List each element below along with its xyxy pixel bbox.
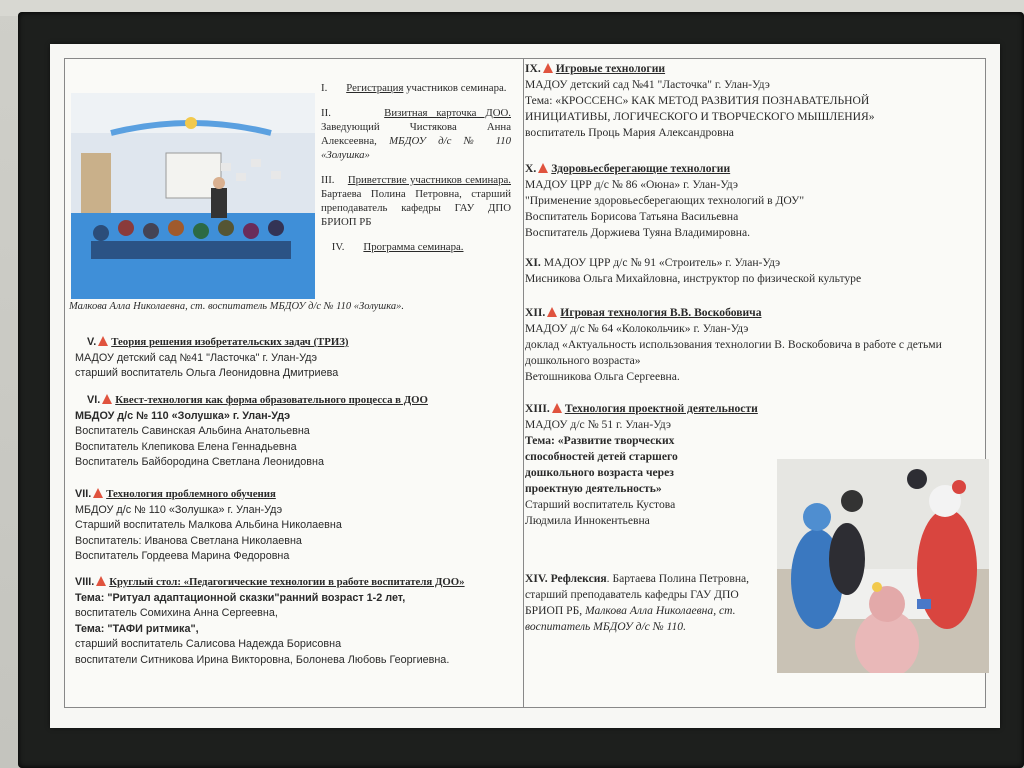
section-xiii: XIII. Технология проектной деятельности МАДОУ д/с № 51 г. Улан-Удэ Тема: «Развитие творческих способностей детей старшего дошкольного возраста через проектную деятельность» Старший воспитатель Кустова Людмила Иннокентьевна — [525, 402, 758, 527]
warning-triangle-icon — [93, 488, 103, 498]
section-viii: VIII. Круглый стол: «Педагогические технологии в работе воспитателя ДОО» Тема: "Ритуал адаптационной сказки"ранний возраст 1-2 лет, воспитатель Сомихина Анна Сергеевна, Тема: "ТАФИ ритмика", старший воспитатель Салисова Надежда Борисовна воспитатели Ситникова Ирина Викторовна, Болонева Любовь Георгиевна. — [75, 576, 465, 666]
item-3: III. Приветствие участников семинара. Бартаева Полина Петровна, старший преподаватель кафедры ГАУ ДПО БРИОП РБ — [321, 174, 511, 228]
section-xii: XII. Игровая технология В.В. Воскобовича МАДОУ д/с № 64 «Колокольчик» г. Улан-Удэ доклад «Актуальность использования технологии В. Воскобовича в работе с детьми дошкольного возраста» Ветошникова Ольга Сергеевна. — [525, 306, 942, 383]
item-2: II. Визитная карточка ДОО. Заведующий Чистякова Анна Алексеевна, МБДОУ д/с № 110 «Золушка» — [321, 107, 511, 161]
section-x: X. Здоровьесберегающие технологии МАДОУ ЦРР д/с № 86 «Оюна» г. Улан-Удэ "Применение здоровьесберегающих технологий в ДОУ" Воспитатель Борисова Татьяна Васильевна Воспитатель Доржиева Туяна Владимировна. — [525, 162, 805, 239]
warning-triangle-icon — [538, 163, 548, 173]
warning-triangle-icon — [547, 307, 557, 317]
opening-items — [321, 81, 511, 265]
warning-triangle-icon — [98, 336, 108, 346]
item-1: I. Регистрация участников семинара. — [321, 82, 507, 94]
section-xiv: XIV. Рефлексия. Бартаева Полина Петровна, старший преподаватель кафедры ГАУ ДПО БРИОП РБ, Малкова Алла Николаевна, ст. воспитатель МБДОУ д/с № 110. — [525, 572, 750, 633]
section-vi: VI. Квест-технология как форма образовательного процесса в ДОО МБДОУ д/с № 110 «Золушка» г. Улан-Удэ Воспитатель Савинская Альбина Анатольевна Воспитатель Клепикова Елена Геннадьевна Воспитатель Байбородина Светлана Леонидовна — [75, 394, 428, 468]
photo-caption: Малкова Алла Николаевна, ст. воспитатель МБДОУ д/с № 110 «Золушка». — [69, 301, 405, 312]
warning-triangle-icon — [102, 394, 112, 404]
section-vii: VII. Технология проблемного обучения МБДОУ д/с № 110 «Золушка» г. Улан-Удэ Старший воспитатель Малкова Альбина Николаевна Воспитатель: Иванова Светлана Николаевна Воспитатель Гордеева Марина Федоровна — [75, 488, 342, 562]
program-table — [64, 58, 986, 708]
column-divider — [523, 59, 524, 707]
section-ix: IX. Игровые технологии МАДОУ детский сад №41 "Ласточка" г. Улан-Удэ Тема: «КРОССЕНС» КАК МЕТОД РАЗВИТИЯ ПОЗНАВАТЕЛЬНОЙ ИНИЦИАТИВЫ, ЛОГИЧЕСКОГО И ТВОРЧЕСКОГО МЫШЛЕНИЯ» воспитатель Проць Мария Александровна — [525, 62, 875, 139]
section-v: V. Теория решения изобретательских задач (ТРИЗ) МАДОУ детский сад №41 "Ласточка" г. Улан-Удэ старший воспитатель Ольга Леонидовна Дмитриева — [75, 336, 349, 379]
warning-triangle-icon — [96, 576, 106, 586]
warning-triangle-icon — [552, 403, 562, 413]
children-activity-photo — [777, 459, 989, 673]
item-4: IV. Программа семинара. — [331, 241, 464, 253]
section-xi: XI. МАДОУ ЦРР д/с № 91 «Строитель» г. Улан-Удэ Мисникова Ольга Михайловна, инструктор по физической культуре — [525, 256, 862, 285]
warning-triangle-icon — [543, 63, 553, 73]
program-sheet — [50, 44, 1000, 728]
classroom-photo — [71, 93, 315, 299]
